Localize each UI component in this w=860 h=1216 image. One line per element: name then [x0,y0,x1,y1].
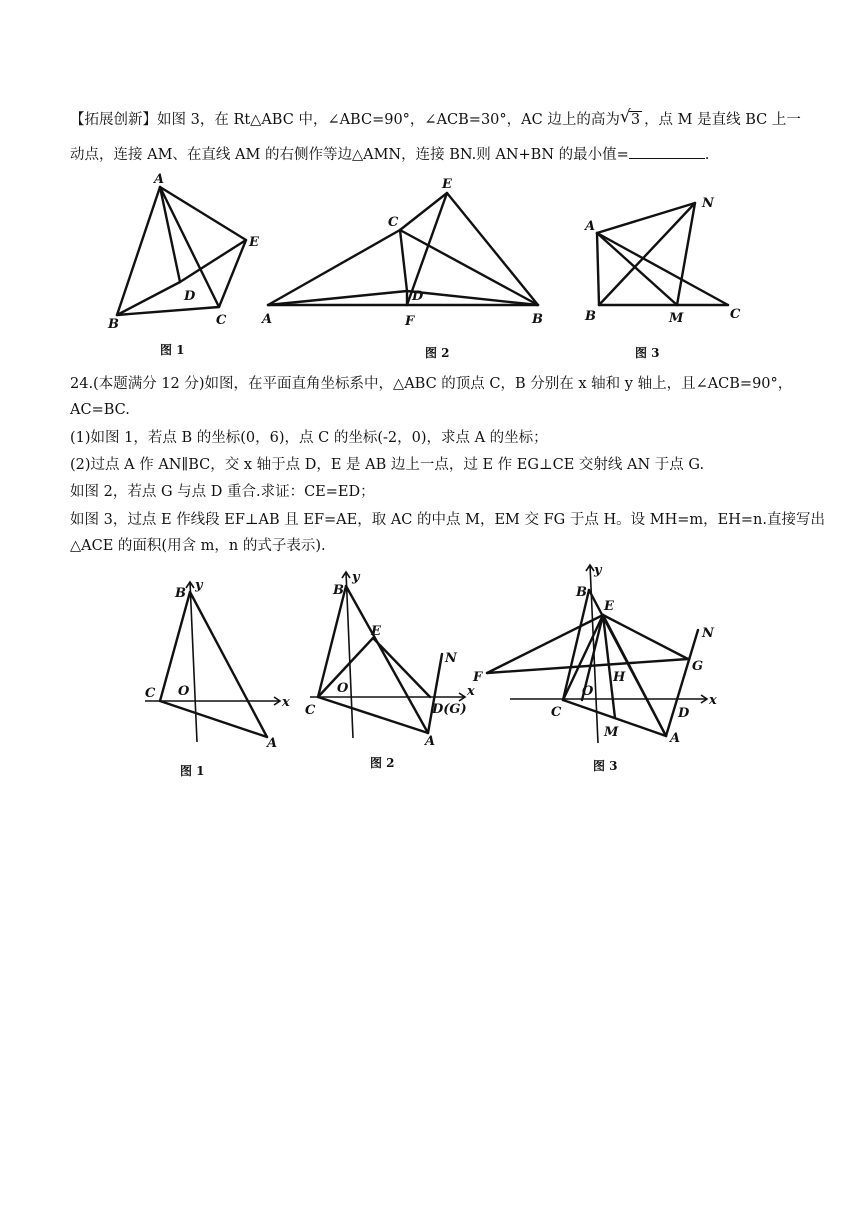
fig-bot2-label-dg: D(G) [432,702,467,717]
fig-top3-label-b: B [585,309,596,324]
problem24-part-2b-line-1: 如图 3，过点 E 作线段 EF⊥AB 且 EF=AE，取 AC 的中点 M，EM 交 FG 于点 H。设 MH=m，EH=n.直接写出 [70,512,825,528]
sqrt-three: √ 3 [619,107,641,128]
fig-bot1-label-x: x [282,695,290,710]
fig-bot2-label-c: C [305,703,316,718]
fig-top2-caption: 图 2 [425,346,450,360]
fig-top2-label-d: D [412,289,424,304]
fig-top1-label-c: C [216,313,227,328]
fig-top2-label-f: F [405,314,415,329]
fig-bot3-label-e: E [604,599,614,614]
problem24-part-2b-line-2: △ACE 的面积(用含 m，n 的式子表示). [70,538,326,554]
fig-bot3-label-b: B [576,585,587,600]
figure-bottom-2 [300,570,490,785]
fig-top3-label-m: M [669,311,684,326]
fig-top3-label-c: C [730,307,741,322]
figure-bottom-3 [470,560,730,785]
fig-top2-label-b: B [532,312,543,327]
problem24-part-2a: 如图 2，若点 G 与点 D 重合.求证：CE=ED； [70,484,375,500]
extension-line-1 [70,107,801,130]
extension-line-2 [70,144,800,165]
fig-bot1-label-c: C [145,686,156,701]
fig-bot1-label-b: B [175,586,186,601]
fig-bot1-label-y: y [195,578,203,593]
problem24-part-1: (1)如图 1，若点 B 的坐标(0，6)，点 C 的坐标(-2，0)，求点 A 的坐标； [70,430,548,446]
fig-top1-label-e: E [249,235,259,250]
fig-bot3-label-o: O [582,684,594,699]
extension-line-1-pre: 【拓展创新】如图 3，在 Rt△ABC 中，∠ABC=90°，∠ACB=30°，AC 边上的高为 [70,112,620,128]
problem24-line-2: AC=BC. [70,402,130,418]
fig-bot3-label-n: N [702,626,714,641]
answer-blank [629,144,705,159]
fig-bot3-label-f: F [473,670,483,685]
fig-top2-label-c: C [388,215,399,230]
extension-line-1-post: ，点 M 是直线 BC 上一 [644,112,801,128]
figure-top-1 [100,170,273,365]
figure-top-3 [575,170,755,365]
fig-bot3-label-c: C [551,705,562,720]
fig-top3-label-a: A [585,219,596,234]
fig-bot3-caption: 图 3 [593,759,618,773]
fig-bot1-label-a: A [267,736,278,751]
fig-bot1-caption: 图 1 [180,764,205,778]
figure-top-2 [260,170,560,365]
fig-bot2-label-e: E [371,624,381,639]
fig-top2-label-e: E [442,177,452,192]
fig-bot3-label-y: y [594,563,602,578]
fig-top1-label-a: A [154,172,165,187]
fig-top2-label-a: A [262,312,273,327]
fig-top1-caption: 图 1 [160,343,185,357]
fig-bot2-label-x: x [467,684,475,699]
fig-bot3-label-m: M [604,725,619,740]
fig-bot3-label-g: G [692,659,704,674]
fig-bot3-label-x: x [709,693,717,708]
fig-bot2-label-y: y [352,570,360,585]
fig-bot3-label-a: A [670,731,681,746]
fig-bot1-label-o: O [178,684,190,699]
fig-top1-label-b: B [108,317,119,332]
extension-line-2-post: . [704,147,710,163]
fig-bot2-label-b: B [333,583,344,598]
fig-top3-label-n: N [702,196,714,211]
fig-bot3-label-h: H [613,670,626,685]
problem24-part-2: (2)过点 A 作 AN∥BC，交 x 轴于点 D，E 是 AB 边上一点，过 E 作 EG⊥CE 交射线 AN 于点 G. [70,457,705,473]
fig-bot2-caption: 图 2 [370,756,395,770]
fig-bot2-label-n: N [445,651,457,666]
problem24-line-1: 24.(本题满分 12 分)如图，在平面直角坐标系中，△ABC 的顶点 C，B 分别在 x 轴和 y 轴上，且∠ACB=90°， [70,376,793,392]
fig-top1-label-d: D [184,289,196,304]
figure-bottom-1 [135,570,305,785]
fig-bot2-label-o: O [337,681,349,696]
fig-bot2-label-a: A [425,734,436,749]
fig-bot3-label-d: D [678,706,690,721]
fig-top3-caption: 图 3 [635,346,660,360]
extension-line-2-pre: 动点，连接 AM、在直线 AM 的右侧作等边△AMN，连接 BN.则 AN+BN 的最小值= [70,147,629,163]
